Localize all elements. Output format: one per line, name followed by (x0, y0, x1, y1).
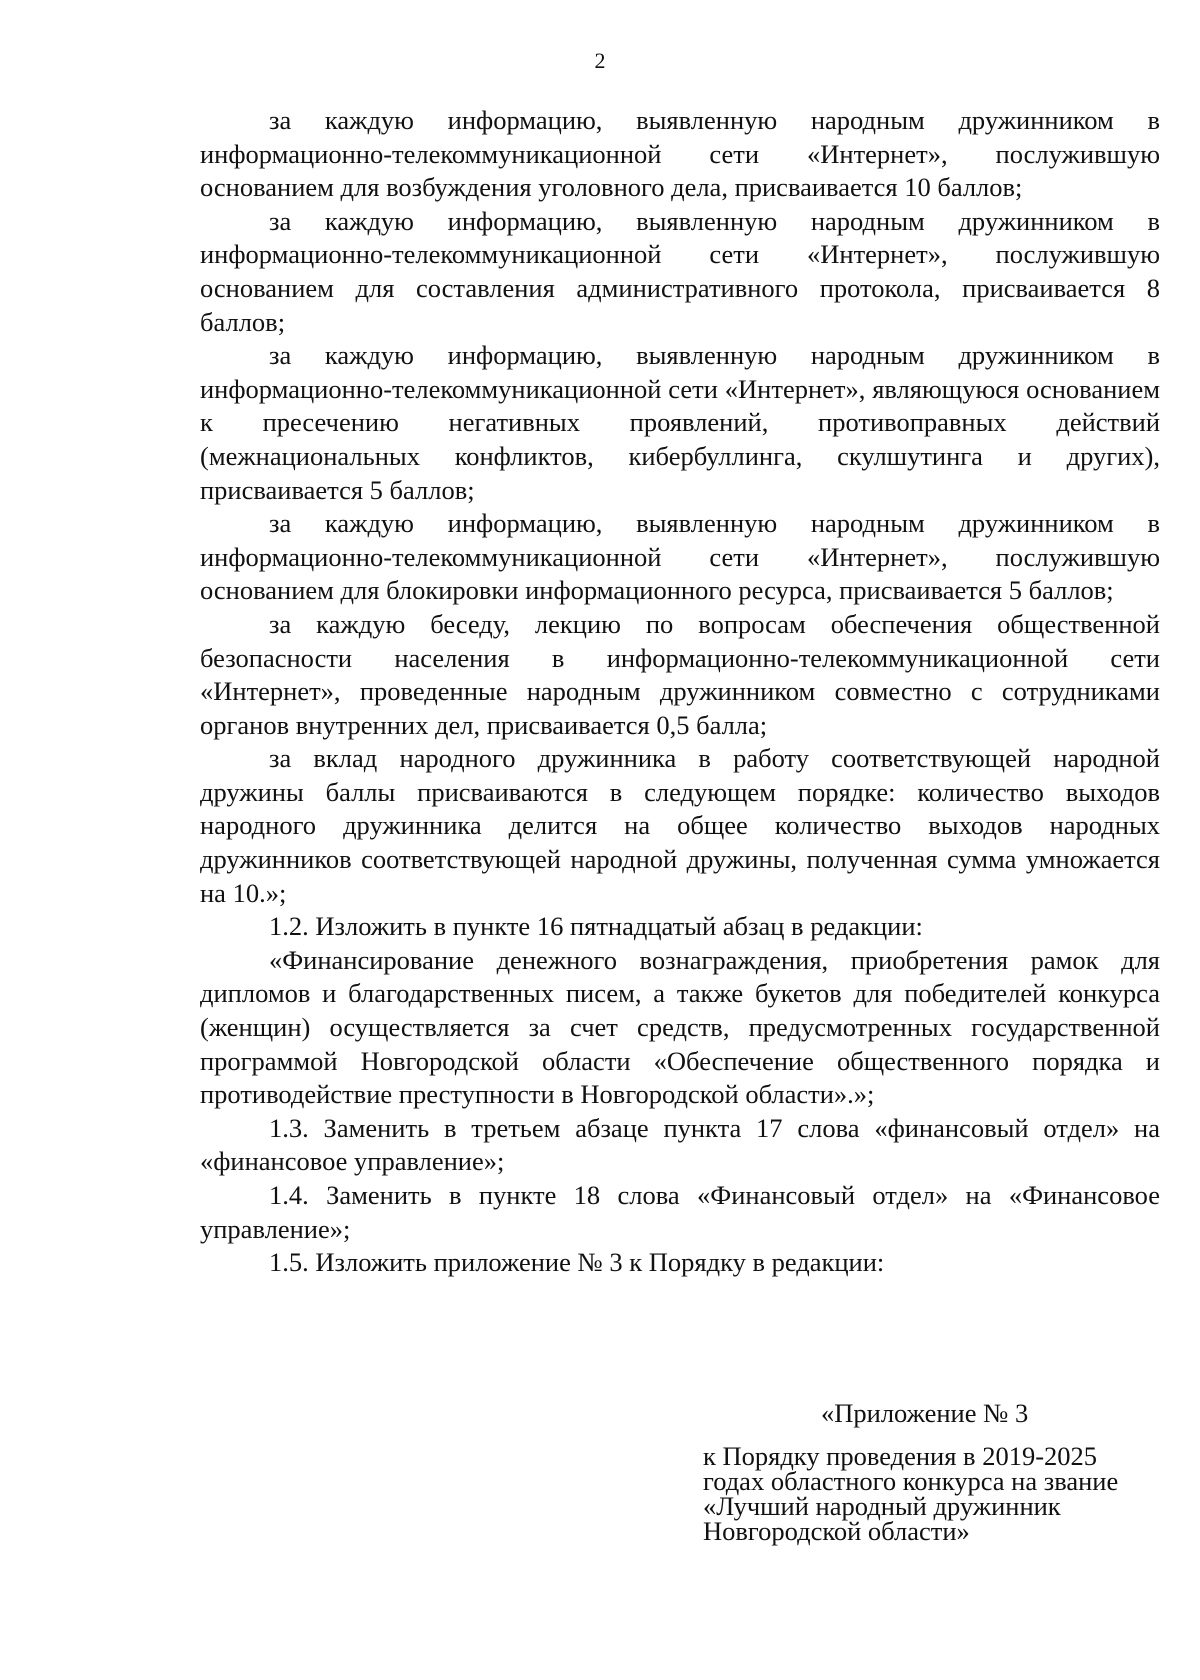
paragraph-item-1-2: 1.2. Изложить в пункте 16 пятнадцатый абзац в редакции: (269, 911, 923, 942)
paragraph-points-lecture: за каждую беседу, лекцию по вопросам обеспечения общественной безопасности населения в информационно-телекоммуникационной сети «Интернет», проведенные народным дружинником совместно с сотрудниками органов внутренних дел, присваивается 0,5 балла; (200, 608, 1160, 740)
paragraph-points-negative-manifestations: за каждую информацию, выявленную народным дружинником в информационно-телекоммуникационной сети «Интернет», являющуюся основанием к пресечению негативных проявлений, противоправных действий (межнациональных конфликтов, кибербуллинга, скулшутинга и других), присваивается 5 баллов; (200, 340, 1160, 505)
paragraph-points-resource-blocking: за каждую информацию, выявленную народным дружинником в информационно-телекоммуникационной сети «Интернет», послужившую основанием для блокировки информационного ресурса, присваивается 5 баллов; (200, 508, 1160, 606)
paragraph-item-1-3: 1.3. Заменить в третьем абзаце пункта 17 слова «финансовый отдел» на «финансовое управление»; (200, 1112, 1160, 1177)
paragraph-points-criminal-case: за каждую информацию, выявленную народным дружинником в информационно-телекоммуникационной сети «Интернет», послужившую основанием для возбуждения уголовного дела, присваивается 10 баллов; (200, 105, 1160, 203)
paragraph-financing-quote: «Финансирование денежного вознаграждения, приобретения рамок для дипломов и благодарственных писем, а также букетов для победителей конкурса (женщин) осуществляется за счет средств, предусмотренных государственной программой Новгородской области «Обеспечение общественного порядка и противодействие преступности в Новгородской области».»; (200, 944, 1160, 1110)
appendix-description: к Порядку проведения в 2019-2025 годах областного конкурса на звание «Лучший народный дружинник Новгородской области» (703, 1441, 1119, 1546)
paragraph-item-1-5: 1.5. Изложить приложение № 3 к Порядку в редакции: (269, 1247, 885, 1278)
paragraph-item-1-4: 1.4. Заменить в пункте 18 слова «Финансовый отдел» на «Финансовое управление»; (200, 1180, 1160, 1244)
page-number: 2 (594, 48, 606, 73)
appendix-title: «Приложение № 3 (821, 1398, 1029, 1428)
paragraph-points-contribution: за вклад народного дружинника в работу соответствующей народной дружины баллы присваиваются в следующем порядке: количество выходов народного дружинника делится на общее количество выходов народных дружинников соответствующей народной дружины, полученная сумма умножается на 10.»; (200, 743, 1160, 908)
paragraph-points-administrative-protocol: за каждую информацию, выявленную народным дружинником в информационно-телекоммуникационной сети «Интернет», послужившую основанием для составления административного протокола, присваивается 8 баллов; (200, 205, 1160, 337)
appendix-header (703, 1396, 1143, 1544)
document-body (200, 104, 1160, 1280)
